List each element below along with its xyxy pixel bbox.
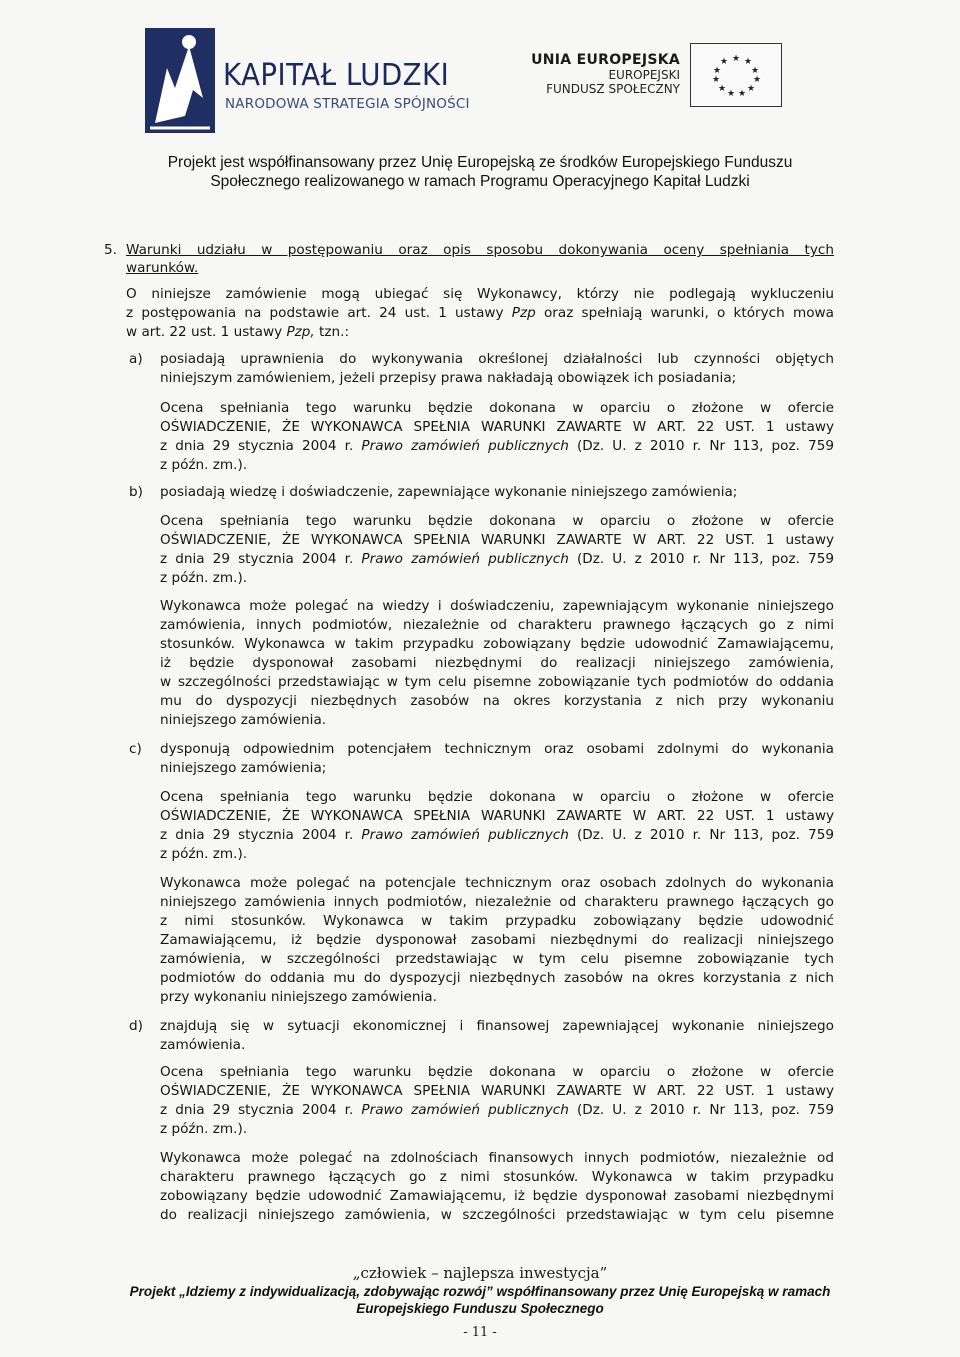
eu-stars-flag-icon [690,43,782,107]
reliance-d-line1: Wykonawca może polegać na zdolnościach finansowych innych podmiotów, niezależnie od [160,1150,834,1166]
item-a-line2: niniejszym zamówieniem, jeżeli przepisy prawa nakładają obowiązek ich posiadania; [160,370,737,386]
svg-text:★: ★ [737,89,747,99]
svg-text:★: ★ [752,75,762,85]
assessment-c-line3-part2: (Dz. U. z 2010 r. Nr 113, poz. 759 [568,827,834,843]
funding-note-line1: Projekt jest współfinansowany przez Unię Europejską ze środków Europejskiego Funduszu [167,154,793,171]
assessment-d-line3-italic: Prawo zamówień publicznych [361,1102,569,1118]
item-d-line2: zamówienia. [160,1037,246,1053]
assessment-a-line4: z późn. zm.). [160,457,248,473]
item-a-line1: posiadają uprawnienia do wykonywania określonej działalności lub czynności objętych [160,351,834,367]
footer-quote: „człowiek – najlepsza inwestycja” [352,1264,608,1282]
eu-logo [500,40,790,120]
intro-line3-part2: tzn.: [314,324,350,340]
assessment-b-line4: z późn. zm.). [160,570,248,586]
svg-text:★: ★ [719,57,729,67]
reliance-b-line5: w szczególności przedstawiając w tym celu pisemne zobowiązanie tych podmiotów do oddania [160,674,834,690]
svg-text:★: ★ [731,54,741,64]
svg-text:★: ★ [711,75,721,85]
assessment-b-line3 [160,550,834,569]
reliance-c-line7: przy wykonaniu niniejszego zamówienia. [160,989,437,1005]
reliance-c-line5: zamówienia, w szczególności przedstawiając w tym celu pisemne zobowiązanie tych [160,951,834,967]
svg-text:★: ★ [726,89,736,99]
assessment-d-line1: Ocena spełniania tego warunku będzie dokonana w oparciu o złożone w ofercie [160,1064,834,1080]
intro-line2 [126,304,834,323]
svg-text:★: ★ [717,84,727,94]
reliance-c-line6: podmiotów do oddania mu do dyspozycji niezbędnych zasobów na okres korzystania z nich [160,970,834,986]
eu-logo-line3: FUNDUSZ SPOŁECZNY [546,82,680,96]
assessment-d-line2: OŚWIADCZENIE, ŻE WYKONAWCA SPEŁNIA WARUNKI ZAWARTE W ART. 22 UST. 1 ustawy [160,1083,834,1099]
reliance-c-line1: Wykonawca może polegać na potencjale technicznym oraz osobach zdolnych do wykonania [160,875,834,891]
reliance-d-line2: charakteru prawnego łączących go z nimi stosunków. Wykonawca w takim przypadku [160,1169,834,1185]
svg-text:★: ★ [743,57,753,67]
funding-note [0,153,960,191]
section-heading-line1: Warunki udziału w postępowaniu oraz opis sposobu dokonywania oceny spełniania tych [126,242,834,258]
assessment-c-line1: Ocena spełniania tego warunku będzie dokonana w oparciu o złożone w ofercie [160,789,834,805]
eu-logo-line2: EUROPEJSKI [608,68,680,82]
reliance-b-line7: niniejszego zamówienia. [160,712,327,728]
intro-line2-part2: oraz spełniają warunki, o których mowa [535,305,834,321]
footer-project-line1: Projekt „Idziemy z indywidualizacją, zdobywając rozwój” współfinansowany przez Unię Europejską w ramach [129,1284,831,1299]
assessment-c-line3-part1: z dnia 29 stycznia 2004 r. [160,827,362,843]
page-number: - 11 - [463,1325,497,1340]
eu-logo-line1: UNIA EUROPEJSKA [531,52,680,68]
reliance-b-line6: mu do dyspozycji niezbędnych zasobów na okres korzystania z nich przy wykonaniu [160,693,834,709]
intro-line2-italic: Pzp [511,305,536,321]
assessment-a-line3-part2: (Dz. U. z 2010 r. Nr 113, poz. 759 [568,438,834,454]
item-b-line1: posiadają wiedzę i doświadczenie, zapewniające wykonanie niniejszego zamówienia; [160,484,738,500]
assessment-c-line2: OŚWIADCZENIE, ŻE WYKONAWCA SPEŁNIA WARUNKI ZAWARTE W ART. 22 UST. 1 ustawy [160,808,834,824]
item-c-line1: dysponują odpowiednim potencjałem technicznym oraz osobami zdolnymi do wykonania [160,741,834,757]
reliance-b-line2: zamówienia, innych podmiotów, niezależnie od charakteru prawnego łączących go z nimi [160,617,834,633]
item-d-label: d) [129,1018,143,1034]
page-header [0,0,960,150]
footer-project-line2: Europejskiego Funduszu Społecznego [356,1301,604,1316]
kapital-ludzki-title: KAPITAŁ LUDZKI [223,58,450,93]
assessment-b-line3-part2: (Dz. U. z 2010 r. Nr 113, poz. 759 [568,551,834,567]
assessment-d-line3-part2: (Dz. U. z 2010 r. Nr 113, poz. 759 [568,1102,834,1118]
item-a-label: a) [129,351,143,367]
intro-line2-part1: z postępowania na podstawie art. 24 ust. 1 ustawy [126,305,512,321]
item-d-line1: znajdują się w sytuacji ekonomicznej i finansowej zapewniającej wykonanie niniejszego [160,1018,834,1034]
assessment-a-line3-italic: Prawo zamówień publicznych [361,438,569,454]
footer-project-note [90,1283,870,1317]
assessment-d-line4: z późn. zm.). [160,1121,248,1137]
reliance-b-line4: iż będzie dysponował zasobami niezbędnymi do realizacji niniejszego zamówienia, [160,655,834,671]
intro-line3-part1: w art. 22 ust. 1 ustawy [126,324,287,340]
assessment-a-line1: Ocena spełniania tego warunku będzie dokonana w oparciu o złożone w ofercie [160,400,834,416]
item-b-label: b) [129,484,143,500]
assessment-c-line4: z późn. zm.). [160,846,248,862]
assessment-a-line3-part1: z dnia 29 stycznia 2004 r. [160,438,362,454]
assessment-b-line2: OŚWIADCZENIE, ŻE WYKONAWCA SPEŁNIA WARUNKI ZAWARTE W ART. 22 UST. 1 ustawy [160,532,834,548]
intro-line3-italic: Pzp, [286,324,315,340]
reliance-b-line1: Wykonawca może polegać na wiedzy i doświadczeniu, zapewniającym wykonanie niniejszego [160,598,834,614]
item-c-line2: niniejszego zamówienia; [160,760,327,776]
svg-text:★: ★ [746,84,756,94]
svg-text:★: ★ [750,66,760,76]
kapital-ludzki-logo [135,20,470,135]
reliance-d-line3: zobowiązany będzie udowodnić Zamawiającemu, iż będzie dysponował zasobami niezbędnymi [160,1188,834,1204]
assessment-b-line3-part1: z dnia 29 stycznia 2004 r. [160,551,362,567]
assessment-b-line1: Ocena spełniania tego warunku będzie dokonana w oparciu o złożone w ofercie [160,513,834,529]
assessment-d-line3 [160,1101,834,1120]
svg-text:★: ★ [712,66,722,76]
reliance-d-line4: do realizacji niniejszego zamówienia, w szczególności przedstawiając w tym celu pisemne [160,1207,834,1223]
reliance-c-line2: niniejszego zamówienia innych podmiotów, niezależnie od charakteru prawnego łączących go [160,894,834,910]
assessment-d-line3-part1: z dnia 29 stycznia 2004 r. [160,1102,362,1118]
intro-line1: O niniejsze zamówienie mogą ubiegać się Wykonawcy, którzy nie podlegają wykluczeniu [126,286,834,302]
assessment-a-line3 [160,437,834,456]
intro-line3 [126,323,349,342]
assessment-c-line3-italic: Prawo zamówień publicznych [361,827,569,843]
item-c-label: c) [129,741,142,757]
assessment-b-line3-italic: Prawo zamówień publicznych [361,551,569,567]
reliance-c-line3: z nimi stosunków. Wykonawca w takim przypadku zobowiązany będzie udowodnić [160,913,834,929]
section-number: 5. [104,242,117,258]
funding-note-line2: Społecznego realizowanego w ramach Programu Operacyjnego Kapitał Ludzki [210,173,750,190]
reliance-c-line4: Zamawiającemu, iż będzie dysponował zasobami niezbędnymi do realizacji niniejszego [160,932,834,948]
reliance-b-line3: stosunków. Wykonawca w takim przypadku zobowiązany będzie udowodnić Zamawiającemu, [160,636,834,652]
assessment-c-line3 [160,826,834,845]
kapital-ludzki-subtitle: NARODOWA STRATEGIA SPÓJNOŚCI [225,96,470,112]
kapital-ludzki-emblem-icon [145,28,215,133]
eu-logo-text [500,52,680,96]
assessment-a-line2: OŚWIADCZENIE, ŻE WYKONAWCA SPEŁNIA WARUNKI ZAWARTE W ART. 22 UST. 1 ustawy [160,419,834,435]
section-heading-line2: warunków. [126,260,199,276]
